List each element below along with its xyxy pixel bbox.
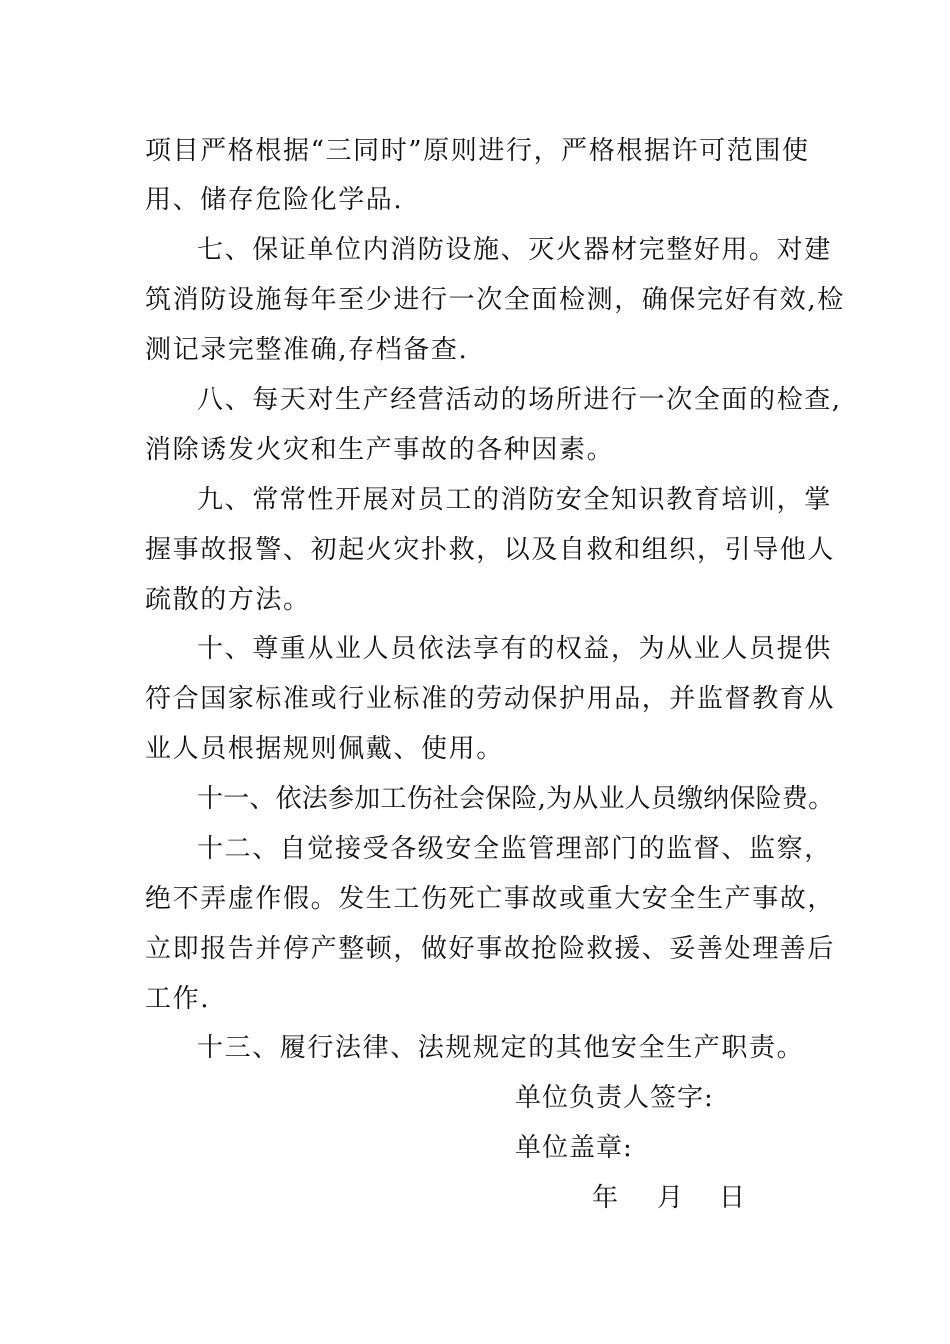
date-day-label: 日	[719, 1183, 746, 1213]
clause-8-line: 八、每天对生产经营活动的场所进行一次全面的检查,	[197, 385, 842, 415]
clause-7-line: 七、保证单位内消防设施、灭火器材完整好用。对建	[197, 235, 832, 265]
text-line: 项目严格根据“三同时”原则进行，严格根据许可范围使	[145, 136, 810, 166]
clause-9-line: 九、常常性开展对员工的消防安全知识教育培训，掌	[197, 485, 832, 515]
date-year-label: 年	[592, 1183, 619, 1213]
text-line: 工作.	[145, 984, 211, 1014]
text-line: 符合国家标准或行业标准的劳动保护用品，并监督教育从	[145, 684, 836, 714]
responsible-person-signature-label: 单位负责人签字:	[515, 1083, 714, 1113]
text-line: 筑消防设施每年至少进行一次全面检测，确保完好有效,检	[145, 285, 845, 315]
text-line: 疏散的方法。	[145, 585, 311, 615]
date-month-label: 月	[657, 1183, 684, 1213]
text-line: 业人员根据规则佩戴、使用。	[145, 734, 504, 764]
text-line: 立即报告并停产整顿，做好事故抢险救援、妥善处理善后	[145, 934, 836, 964]
text-line: 测记录完整准确,存档备查.	[145, 335, 469, 365]
text-line: 绝不弄虚作假。发生工伤死亡事故或重大安全生产事故，	[145, 884, 836, 914]
clause-13-line: 十三、履行法律、法规规定的其他安全生产职责。	[197, 1033, 805, 1063]
seal-label: 单位盖章:	[515, 1133, 633, 1163]
text-line: 用、储存危险化学品.	[145, 185, 404, 215]
clause-11-line: 十一、依法参加工伤社会保险,为从业人员缴纳保险费。	[197, 784, 835, 814]
clause-10-line: 十、尊重从业人员依法享有的权益，为从业人员提供	[197, 634, 832, 664]
text-line: 握事故报警、初起火灾扑救，以及自救和组织，引导他人	[145, 535, 836, 565]
clause-12-line: 十二、自觉接受各级安全监管理部门的监督、监察，	[197, 834, 832, 864]
text-line: 消除诱发火灾和生产事故的各种因素。	[145, 435, 615, 465]
